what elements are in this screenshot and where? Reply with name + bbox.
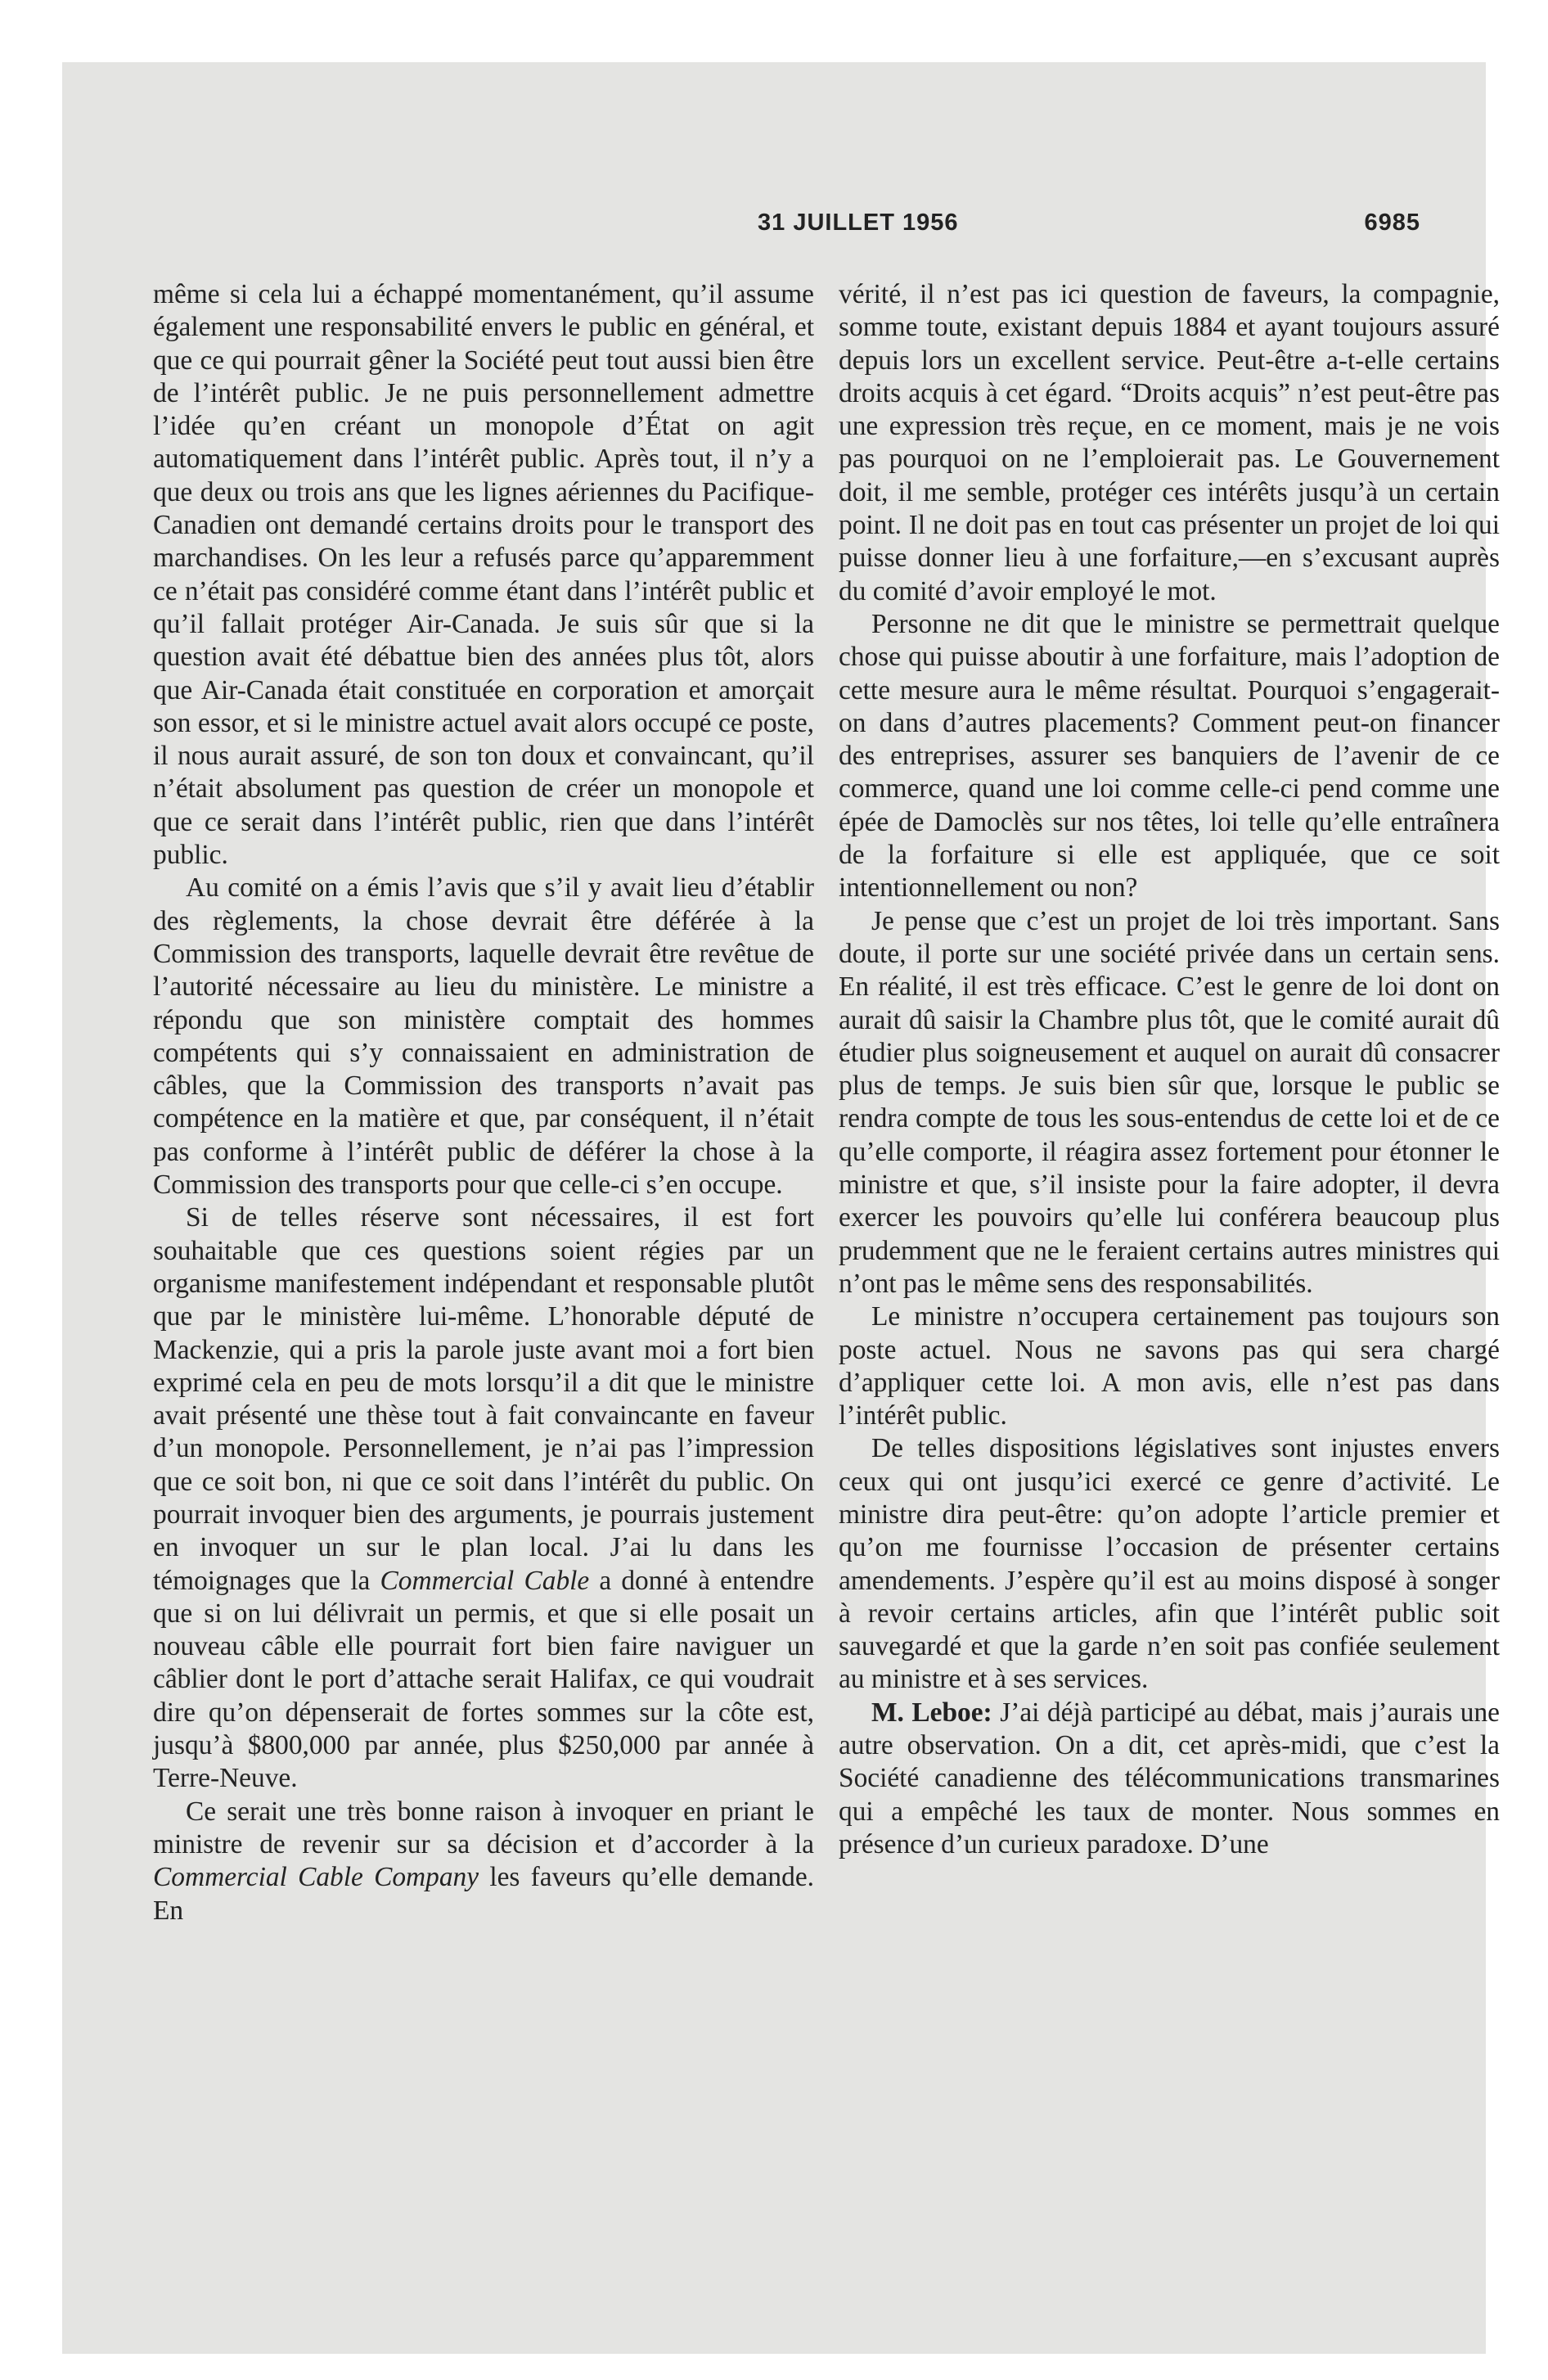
paragraph: même si cela lui a échappé momentanément, qu’il assume également une responsabilité envers le public en général, et que ce qui pourrait gêner la Société peut tout aussi bien être de l’intérêt public. Je ne puis personnellement admettre l’idée qu’en créant un monopole d’État on agit automatiquement dans l’intérêt public. Après tout, il n’y a que deux ou trois ans que les lignes aériennes du Pacifique-Canadien ont demandé certains droits pour le transport des marchandises. On les leur a refusés parce qu’apparemment ce n’était pas considéré comme étant dans l’intérêt public et qu’il fallait protéger Air-Canada. Je suis sûr que si la question avait été débattue bien des années plus tôt, alors que Air-Canada était constituée en corporation et amorçait son essor, et si le ministre actuel avait alors occupé ce poste, il nous aurait assuré, de son ton doux et convaincant, qu’il n’était absolument pas question de créer un monopole et que ce serait dans l’intérêt public, rien que dans l’intérêt public. xyxy=(153,279,814,871)
speaker-name: M. Leboe: xyxy=(871,1697,992,1728)
paragraph-text: les faveurs qu’elle demande. En xyxy=(153,1862,814,1926)
page-number: 6985 xyxy=(1364,210,1420,236)
paragraph-text: Ce serait une très bonne raison à invoquer en priant le ministre de revenir sur sa décision et d’accorder à la xyxy=(153,1796,814,1859)
paragraph: Je pense que c’est un projet de loi très important. Sans doute, il porte sur une société privée dans un certain sens. En réalité, il est très efficace. C’est le genre de loi dont on aurait dû saisir la Chambre plus tôt, que le comité aurait dû étudier plus soigneusement et auquel on aurait dû consacrer plus de temps. Je suis bien sûr que, lorsque le public se rendra compte de tous les sous-entendus de cette loi et de ce qu’elle comporte, il réagira assez fortement pour étonner le ministre et que, s’il insiste pour la faire adopter, il devra exercer les pouvoirs qu’elle lui conférera beaucoup plus prudemment que ne le feraient certains autres ministres qui n’ont pas le même sens des responsabilités. xyxy=(839,905,1500,1299)
paragraph: Au comité on a émis l’avis que s’il y avait lieu d’établir des règlements, la chose devrait être déférée à la Commission des transports, laquelle devrait être revêtue de l’autorité nécessaire au lieu du ministère. Le ministre a répondu que son ministère comptait des hommes compétents qui s’y connaissaient en administration de câbles, que la Commission des transports n’avait pas compétence en la matière et que, par conséquent, il n’était pas conforme à l’intérêt public de déférer la chose à la Commission des transports pour que celle-ci s’en occupe. xyxy=(153,872,814,1201)
page-header xyxy=(152,210,1420,242)
paragraph-text: J’ai déjà participé au débat, mais j’aurais une autre observation. On a dit, cet après-midi, que c’est la Société canadienne des télécommunications transmarines qui a empêché les taux de monter. Nous sommes en présence d’un curieux paradoxe. D’une xyxy=(839,1697,1500,1859)
left-column xyxy=(153,278,814,1927)
header-date: 31 JUILLET 1956 xyxy=(758,210,959,236)
italic-company-name: Commercial Cable xyxy=(380,1565,590,1596)
paragraph xyxy=(153,1201,814,1795)
paragraph: Le ministre n’occupera certainement pas toujours son poste actuel. Nous ne savons pas qui sera chargé d’appliquer cette loi. A mon avis, elle n’est pas dans l’intérêt public. xyxy=(839,1301,1500,1431)
right-column xyxy=(839,278,1500,1861)
paragraph xyxy=(839,1697,1500,1861)
paragraph: Personne ne dit que le ministre se permettrait quelque chose qui puisse aboutir à une forfaiture, mais l’adoption de cette mesure aura le même résultat. Pourquoi s’engagerait-on dans d’autres placements? Comment peut-on financer des entreprises, assurer ses banquiers de l’avenir de ce commerce, quand une loi comme celle-ci pend comme une épée de Damoclès sur nos têtes, loi telle qu’elle entraînera de la forfaiture si elle est appliquée, que ce soit intentionnellement ou non? xyxy=(839,608,1500,904)
paragraph xyxy=(153,1796,814,1927)
page-sheet xyxy=(62,62,1500,2354)
paragraph: vérité, il n’est pas ici question de faveurs, la compagnie, somme toute, existant depuis 1884 et ayant toujours assuré depuis lors un excellent service. Peut-être a-t-elle certains droits acquis à cet égard. “Droits acquis” n’est peut-être pas une expression très reçue, en ce moment, mais je ne vois pas pourquoi on ne l’emploierait pas. Le Gouvernement doit, il me semble, protéger ces intérêts jusqu’à un certain point. Il ne doit pas en tout cas présenter un projet de loi qui puisse donner lieu à une forfaiture,—en s’excusant auprès du comité d’avoir employé le mot. xyxy=(839,279,1500,606)
paragraph-text: Si de telles réserve sont nécessaires, il est fort souhaitable que ces questions soient régies par un organisme manifestement indépendant et responsable plutôt que par le ministère lui-même. L’honorable député de Mackenzie, qui a pris la parole juste avant moi a fort bien exprimé cela en peu de mots lorsqu’il a dit que le ministre avait présenté une thèse tout à fait convaincante en faveur d’un monopole. Personnellement, je n’ai pas l’impression que ce soit bon, ni que ce soit dans l’intérêt du public. On pourrait invoquer bien des arguments, je pourrais justement en invoquer un sur le plan local. J’ai lu dans les témoignages que la xyxy=(153,1202,814,1596)
paragraph: De telles dispositions législatives sont injustes envers ceux qui ont jusqu’ici exercé ce genre d’activité. Le ministre dira peut-être: qu’on adopte l’article premier et qu’on me fournisse l’occasion de présenter certains amendements. J’espère qu’il est au moins disposé à songer à revoir certains articles, afin que l’intérêt public soit sauvegardé et que la garde n’en soit pas confiée seulement au ministre et à ses services. xyxy=(839,1433,1500,1695)
italic-company-name: Commercial Cable Company xyxy=(153,1862,479,1893)
paragraph-text: a donné à entendre que si on lui délivrait un permis, et que si elle posait un nouveau câble elle pourrait fort bien faire naviguer un câblier dont le port d’attache serait Halifax, ce qui voudrait dire qu’on dépenserait de fortes sommes sur la côte est, jusqu’à $800,000 par année, plus $250,000 par année à Terre-Neuve. xyxy=(153,1565,814,1794)
